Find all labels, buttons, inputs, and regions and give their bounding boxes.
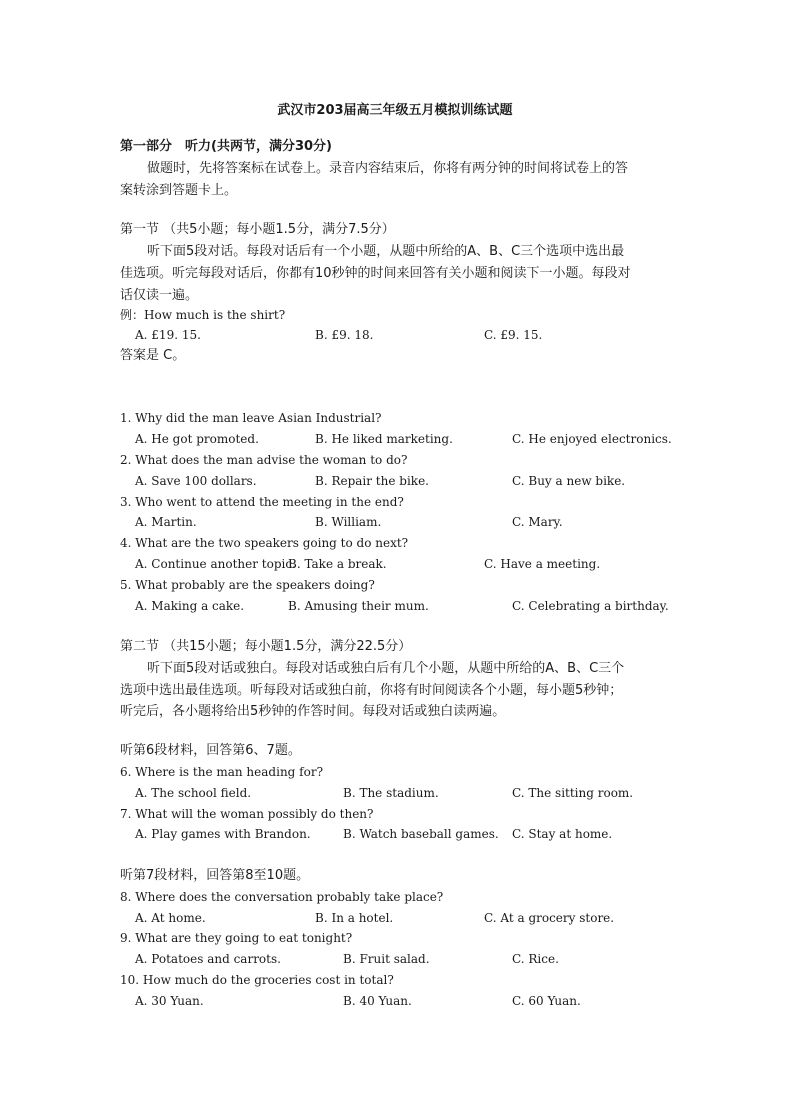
q3-option-a: A. Martin. — [135, 515, 197, 529]
q4-option-c: C. Have a meeting. — [484, 557, 601, 571]
part1-intro-line-1: 做题时，先将答案标在试卷上。录音内容结束后，你将有两分钟的时间将试卷上的答 — [147, 161, 629, 176]
q4-option-a: A. Continue another topic. — [135, 557, 296, 571]
example-option-c: C. £9. 15. — [484, 328, 543, 342]
q6-option-b: B. The stadium. — [343, 786, 439, 800]
section1-instructions-line-3: 话仅读一遍。 — [120, 288, 199, 303]
q5-option-b: B. Amusing their mum. — [288, 599, 429, 613]
q7-option-b: B. Watch baseball games. — [343, 827, 499, 841]
question-4: 4. What are the two speakers going to do next? — [120, 536, 409, 550]
q9-option-c: C. Rice. — [512, 952, 559, 966]
question-9: 9. What are they going to eat tonight? — [120, 931, 353, 945]
q2-option-a: A. Save 100 dollars. — [135, 474, 257, 488]
section2-heading: 第二节 （共15小题；每小题1.5分，满分22.5分） — [120, 639, 412, 654]
material-6-heading: 听第6段材料，回答第6、7题。 — [120, 743, 301, 758]
q2-option-b: B. Repair the bike. — [315, 474, 429, 488]
q3-option-b: B. William. — [315, 515, 382, 529]
q1-option-a: A. He got promoted. — [135, 432, 259, 446]
question-3: 3. Who went to attend the meeting in the end? — [120, 495, 404, 509]
page-title: 武汉市203届高三年级五月模拟训练试题 — [277, 103, 513, 118]
q9-option-a: A. Potatoes and carrots. — [135, 952, 281, 966]
example-answer: 答案是 C。 — [120, 348, 186, 363]
q10-option-a: A. 30 Yuan. — [135, 994, 204, 1008]
q6-option-c: C. The sitting room. — [512, 786, 634, 800]
q6-option-a: A. The school field. — [135, 786, 252, 800]
example-option-b: B. £9. 18. — [315, 328, 374, 342]
q10-option-b: B. 40 Yuan. — [343, 994, 412, 1008]
q7-option-a: A. Play games with Brandon. — [135, 827, 311, 841]
q1-option-c: C. He enjoyed electronics. — [512, 432, 672, 446]
q3-option-c: C. Mary. — [512, 515, 563, 529]
q1-option-b: B. He liked marketing. — [315, 432, 453, 446]
section1-instructions-line-1: 听下面5段对话。每段对话后有一个小题，从题中所给的A、B、C三个选项中选出最 — [147, 244, 625, 259]
q9-option-b: B. Fruit salad. — [343, 952, 430, 966]
question-7: 7. What will the woman possibly do then? — [120, 807, 374, 821]
section2-instructions-line-1: 听下面5段对话或独白。每段对话或独白后有几个小题，从题中所给的A、B、C三个 — [147, 661, 625, 676]
section2-instructions-line-3: 听完后，各小题将给出5秒钟的作答时间。每段对话或独白读两遍。 — [120, 704, 506, 719]
section1-instructions-line-2: 佳选项。听完每段对话后，你都有10秒钟的时间来回答有关小题和阅读下一小题。每段对 — [120, 266, 631, 281]
question-10: 10. How much do the groceries cost in total? — [120, 973, 394, 987]
question-8: 8. Where does the conversation probably take place? — [120, 890, 444, 904]
question-6: 6. Where is the man heading for? — [120, 765, 323, 779]
q10-option-c: C. 60 Yuan. — [512, 994, 581, 1008]
q2-option-c: C. Buy a new bike. — [512, 474, 626, 488]
q8-option-b: B. In a hotel. — [315, 911, 394, 925]
q4-option-b: B. Take a break. — [288, 557, 387, 571]
q5-option-c: C. Celebrating a birthday. — [512, 599, 669, 613]
material-7-heading: 听第7段材料，回答第8至10题。 — [120, 868, 310, 883]
q5-option-a: A. Making a cake. — [135, 599, 245, 613]
question-1: 1. Why did the man leave Asian Industrial? — [120, 411, 382, 425]
question-5: 5. What probably are the speakers doing? — [120, 578, 375, 592]
example-option-a: A. £19. 15. — [135, 328, 201, 342]
example-question: 例：How much is the shirt? — [120, 308, 286, 322]
part1-intro-line-2: 案转涂到答题卡上。 — [120, 183, 238, 198]
section1-heading: 第一节 （共5小题；每小题1.5分，满分7.5分） — [120, 222, 395, 237]
part1-heading: 第一部分 听力(共两节，满分30分) — [120, 139, 332, 154]
q7-option-c: C. Stay at home. — [512, 827, 613, 841]
question-2: 2. What does the man advise the woman to do? — [120, 453, 408, 467]
q8-option-a: A. At home. — [135, 911, 206, 925]
q8-option-c: C. At a grocery store. — [484, 911, 615, 925]
section2-instructions-line-2: 选项中选出最佳选项。听每段对话或独白前，你将有时间阅读各个小题，每小题5秒钟； — [120, 683, 623, 698]
